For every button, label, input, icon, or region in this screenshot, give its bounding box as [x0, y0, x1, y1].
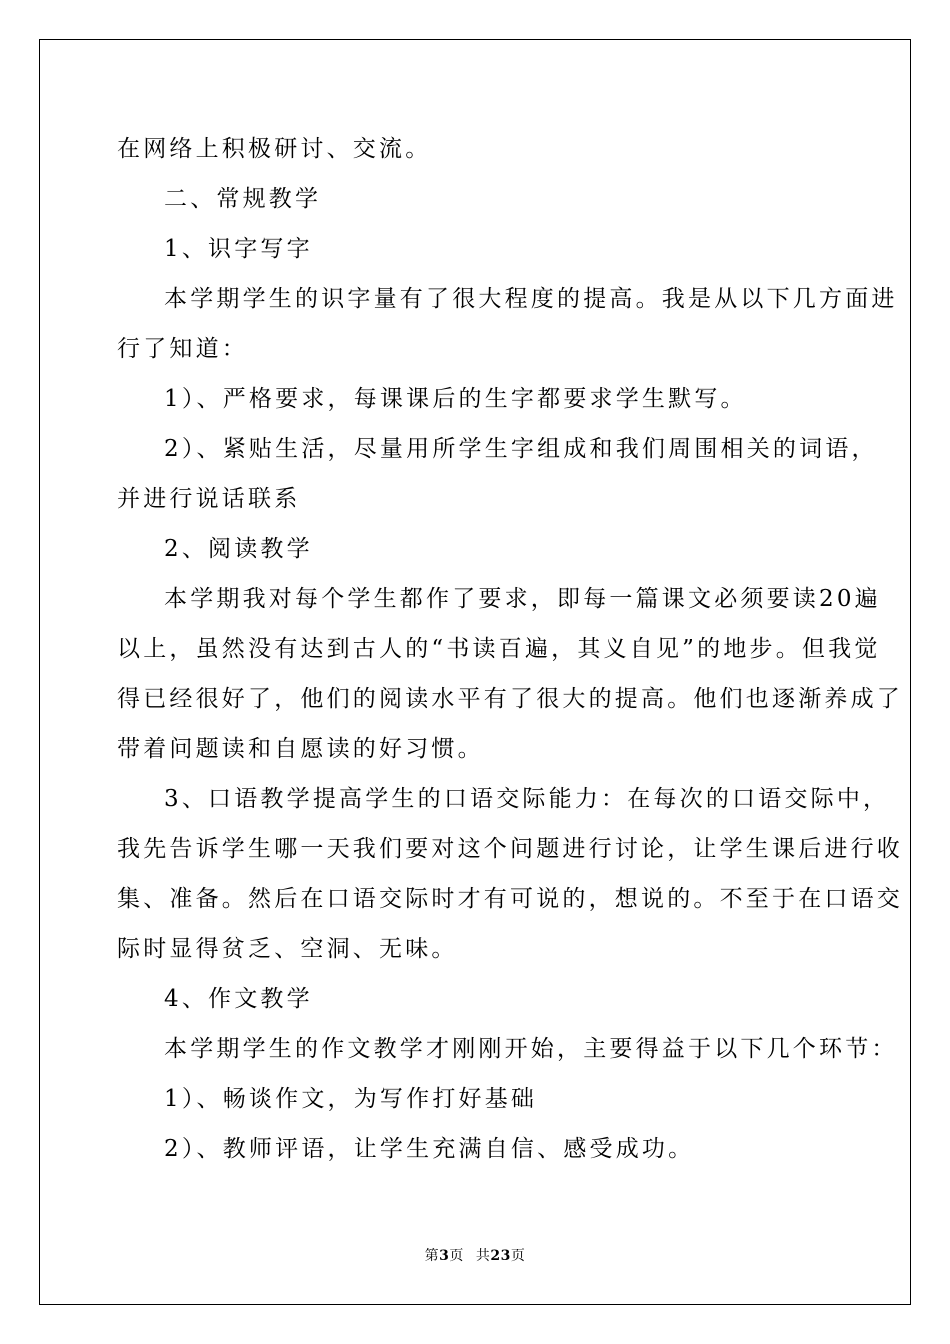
- page-border: [39, 39, 911, 1305]
- subsection-heading: 2、阅读教学: [164, 536, 313, 562]
- text-line: 际时显得贫乏、空洞、无味。: [117, 936, 458, 962]
- text-line: 行了知道：: [117, 336, 248, 362]
- list-item: 1）、严格要求，每课课后的生字都要求学生默写。: [164, 386, 747, 412]
- text-line: 我先告诉学生哪一天我们要对这个问题进行讨论，让学生课后进行收: [117, 836, 903, 862]
- text-line: 得已经很好了，他们的阅读水平有了很大的提高。他们也逐渐养成了: [117, 686, 903, 712]
- text-line: 本学期学生的识字量有了很大程度的提高。我是从以下几方面进: [164, 286, 898, 312]
- total-suffix: 页: [510, 1248, 526, 1264]
- page-number: 3: [439, 1248, 450, 1264]
- section-heading: 二、常规教学: [164, 186, 322, 212]
- page-suffix: 页: [449, 1248, 464, 1264]
- page-prefix: 第: [424, 1248, 440, 1264]
- text-line: 以上，虽然没有达到古人的“书读百遍，其义自见”的地步。但我觉: [117, 636, 881, 662]
- subsection-heading: 1、识字写字: [164, 236, 313, 262]
- list-item: 2）、教师评语，让学生充满自信、感受成功。: [164, 1136, 695, 1162]
- total-pages: 23: [490, 1248, 511, 1264]
- text-line: 集、准备。然后在口语交际时才有可说的，想说的。不至于在口语交: [117, 886, 903, 912]
- list-item: 2）、紧贴生活，尽量用所学生字组成和我们周围相关的词语，: [164, 436, 878, 462]
- text-line: 在网络上积极研讨、交流。: [117, 136, 432, 162]
- text-line: 3、口语教学提高学生的口语交际能力：在每次的口语交际中，: [164, 786, 890, 812]
- text-line: 并进行说话联系: [117, 486, 301, 512]
- list-item: 1）、畅谈作文，为写作打好基础: [164, 1086, 538, 1112]
- text-line: 本学期学生的作文教学才刚刚开始，主要得益于以下几个环节：: [164, 1036, 898, 1062]
- total-prefix: 共: [475, 1248, 491, 1264]
- subsection-heading: 4、作文教学: [164, 986, 313, 1012]
- text-line: 带着问题读和自愿读的好习惯。: [117, 736, 484, 762]
- text-line: 本学期我对每个学生都作了要求，即每一篇课文必须要读20遍: [164, 586, 881, 612]
- page-footer: [0, 1247, 950, 1265]
